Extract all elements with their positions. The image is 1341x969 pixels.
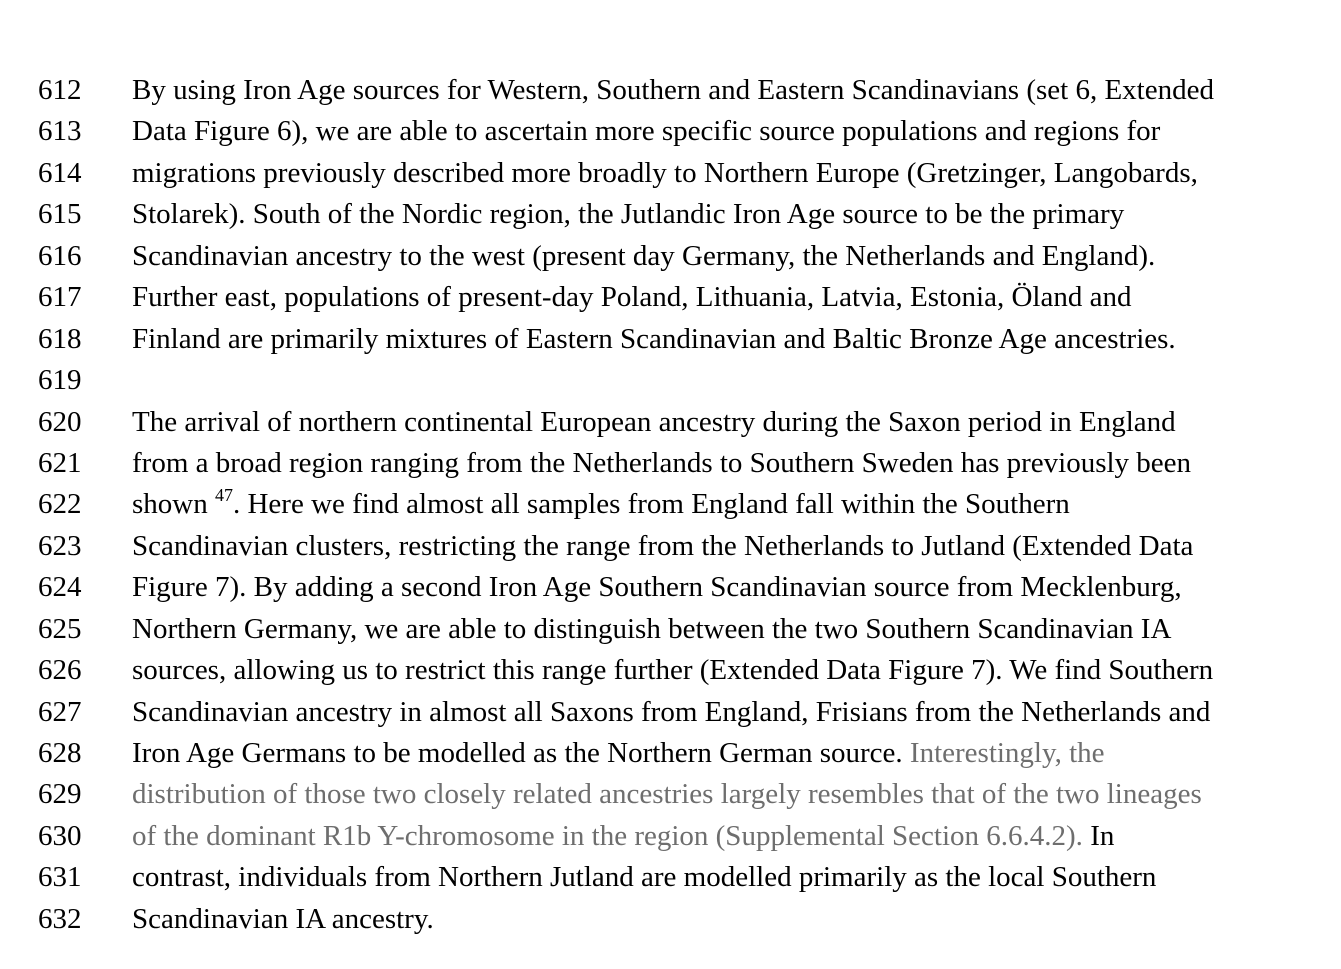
line-text bbox=[132, 778, 1341, 811]
manuscript-line bbox=[0, 654, 1341, 695]
line-text bbox=[132, 530, 1341, 563]
manuscript-line bbox=[0, 157, 1341, 198]
manuscript-line bbox=[0, 778, 1341, 819]
tracked-change-text: of the dominant R1b Y-chromosome in the region (Supplemental Section 6.6.4.2). bbox=[132, 819, 1083, 852]
manuscript-line bbox=[0, 861, 1341, 902]
line-text bbox=[132, 696, 1341, 729]
line-text bbox=[132, 281, 1341, 314]
text-segment: sources, allowing us to restrict this range further (Extended Data Figure 7). We find Southern bbox=[132, 654, 1214, 687]
manuscript-line bbox=[0, 240, 1341, 281]
tracked-change-text: Interestingly, the bbox=[909, 737, 1105, 769]
line-text bbox=[132, 903, 1341, 936]
manuscript-page bbox=[0, 74, 1341, 944]
text-segment: contrast, individuals from Northern Jutland are modelled primarily as the local Southern bbox=[132, 861, 1157, 894]
manuscript-line bbox=[0, 903, 1341, 944]
line-text bbox=[132, 406, 1341, 439]
line-number: 629 bbox=[38, 778, 82, 811]
line-number: 622 bbox=[38, 488, 82, 521]
line-text bbox=[132, 323, 1341, 356]
manuscript-line bbox=[0, 737, 1341, 778]
line-number: 625 bbox=[38, 612, 82, 645]
manuscript-line bbox=[0, 406, 1341, 447]
text-segment: Figure 7). By adding a second Iron Age Southern Scandinavian source from Mecklenburg, bbox=[132, 571, 1182, 604]
line-number: 631 bbox=[38, 861, 82, 894]
line-text bbox=[132, 74, 1341, 107]
manuscript-line bbox=[0, 696, 1341, 737]
manuscript-line bbox=[0, 74, 1341, 115]
line-number: 632 bbox=[38, 902, 82, 935]
line-number: 626 bbox=[38, 654, 82, 687]
manuscript-line bbox=[0, 323, 1341, 364]
line-number: 616 bbox=[38, 239, 82, 272]
text-segment: Data Figure 6), we are able to ascertain more specific source populations and regions for bbox=[132, 115, 1161, 148]
line-number: 619 bbox=[38, 364, 82, 397]
line-text bbox=[132, 737, 1341, 770]
manuscript-line bbox=[0, 281, 1341, 322]
line-number: 621 bbox=[38, 446, 82, 479]
line-number: 623 bbox=[38, 529, 82, 562]
manuscript-line bbox=[0, 485, 1341, 529]
line-text bbox=[132, 447, 1341, 480]
line-text bbox=[132, 861, 1341, 894]
line-text bbox=[132, 820, 1341, 853]
text-segment: The arrival of northern continental European ancestry during the Saxon period in England bbox=[132, 405, 1176, 438]
manuscript-line bbox=[0, 613, 1341, 654]
manuscript-line bbox=[0, 115, 1341, 156]
line-text bbox=[132, 157, 1341, 190]
line-text bbox=[132, 654, 1341, 687]
manuscript-line bbox=[0, 447, 1341, 488]
text-segment: By using Iron Age sources for Western, Southern and Eastern Scandinavians (set 6, Extended bbox=[132, 74, 1214, 106]
text-segment: Further east, populations of present-day Poland, Lithuania, Latvia, Estonia, Öland and bbox=[132, 281, 1132, 314]
text-segment: In bbox=[1082, 819, 1115, 852]
line-number: 628 bbox=[38, 737, 82, 769]
line-number: 620 bbox=[38, 405, 82, 438]
text-segment: Finland are primarily mixtures of Eastern Scandinavian and Baltic Bronze Age ancestries. bbox=[132, 322, 1176, 355]
manuscript-line bbox=[0, 364, 1341, 405]
text-segment: Scandinavian ancestry in almost all Saxons from England, Frisians from the Netherlands and bbox=[132, 695, 1211, 728]
text-segment: Stolarek). South of the Nordic region, the Jutlandic Iron Age source to be the primary bbox=[132, 198, 1125, 231]
line-text bbox=[132, 115, 1341, 148]
manuscript-line bbox=[0, 530, 1341, 571]
text-segment: from a broad region ranging from the Netherlands to Southern Sweden has previously been bbox=[132, 446, 1192, 479]
line-number: 630 bbox=[38, 819, 82, 852]
manuscript-line bbox=[0, 198, 1341, 239]
manuscript-line bbox=[0, 820, 1341, 861]
line-number: 613 bbox=[38, 115, 82, 148]
line-text bbox=[132, 240, 1341, 273]
line-number: 624 bbox=[38, 571, 82, 604]
manuscript-line bbox=[0, 571, 1341, 612]
text-segment: Northern Germany, we are able to distinguish between the two Southern Scandinavian IA bbox=[132, 612, 1172, 645]
text-segment: migrations previously described more broadly to Northern Europe (Gretzinger, Langobards, bbox=[132, 156, 1198, 189]
citation-superscript: 47 bbox=[214, 485, 233, 506]
text-segment: Iron Age Germans to be modelled as the Northern German source. bbox=[132, 737, 910, 769]
line-text bbox=[132, 198, 1341, 231]
line-text bbox=[132, 613, 1341, 646]
line-text bbox=[132, 571, 1341, 604]
line-number: 618 bbox=[38, 322, 82, 355]
line-number: 612 bbox=[38, 74, 82, 106]
text-segment: Scandinavian ancestry to the west (present day Germany, the Netherlands and England). bbox=[132, 239, 1156, 272]
text-segment: shown bbox=[132, 488, 215, 521]
line-number: 627 bbox=[38, 695, 82, 728]
text-segment: Scandinavian clusters, restricting the range from the Netherlands to Jutland (Extended Data bbox=[132, 529, 1194, 562]
line-number: 614 bbox=[38, 156, 82, 189]
text-segment: . Here we find almost all samples from England fall within the Southern bbox=[232, 488, 1070, 521]
line-text bbox=[132, 485, 1341, 521]
text-segment: Scandinavian IA ancestry. bbox=[132, 902, 434, 935]
tracked-change-text: distribution of those two closely related ancestries largely resembles that of the two lineages bbox=[132, 778, 1202, 811]
line-number: 615 bbox=[38, 198, 82, 231]
line-number: 617 bbox=[38, 281, 82, 314]
